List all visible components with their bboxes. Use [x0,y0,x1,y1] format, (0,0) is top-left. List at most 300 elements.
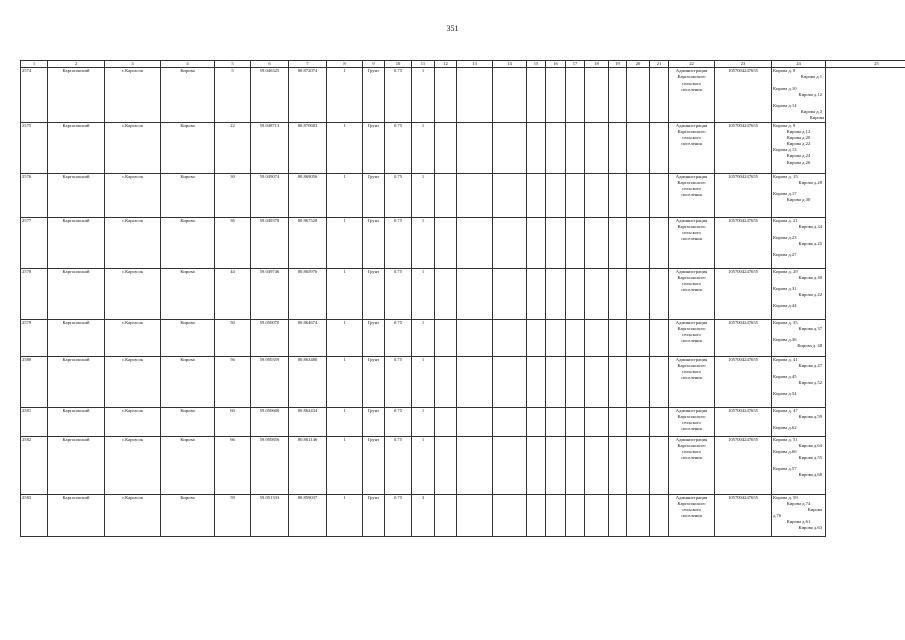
lat-cell: 59.049074 [251,173,289,217]
empty-cell [457,173,493,217]
addresses-cell [772,356,826,407]
header-col-22: 22 [669,61,715,68]
lon-cell: 80.867528 [289,217,327,268]
empty-cell [566,407,585,436]
empty-cell [627,268,650,319]
surface-cell: Грунт [363,436,385,494]
empty-cell [546,319,566,356]
organization-line: поселения [681,513,702,519]
address-line: Кирова д.54 [773,391,797,397]
empty-cell [609,356,627,407]
organization-cell [669,68,715,122]
organization-line: Каргасокского [677,413,706,419]
organization-line: Администрация [675,173,708,179]
empty-cell [527,173,546,217]
header-col-21: 21 [650,61,669,68]
empty-cell [546,122,566,173]
address-line: д.76 [773,513,782,519]
street-cell: Кирова [161,173,215,217]
organization-cell [669,407,715,436]
empty-cell [435,173,457,217]
empty-cell [435,122,457,173]
organization-line: сельского [682,506,701,512]
address-line: Кирова д.63 [798,525,822,531]
header-col-4: 4 [161,61,215,68]
empty-cell [585,122,609,173]
cnt2-cell: 1 [412,217,435,268]
empty-cell [435,268,457,319]
house-cell: 5 [215,68,251,122]
surface-cell: Грунт [363,68,385,122]
table-row [21,494,905,536]
address-line: Кирова д.61 [786,519,811,525]
organization-line: Каргасокского [677,223,706,229]
place-cell: с.Каргасок [105,407,161,436]
addresses-cell [772,122,826,173]
empty-cell [585,268,609,319]
lat-cell: 59.049746 [251,268,289,319]
lat-cell: 59.050070 [251,319,289,356]
empty-cell [566,217,585,268]
header-col-20: 20 [627,61,650,68]
header-col-10: 10 [385,61,412,68]
address-line: Кирова д.42 [798,292,822,298]
ogrn-cell: 1057004247655 [715,407,772,436]
empty-cell [609,268,627,319]
address-line: Кирова д.12 [786,128,811,134]
empty-cell [650,268,669,319]
organization-cell [669,436,715,494]
area-cell: 0.75 [385,217,412,268]
surface-cell: Грунт [363,407,385,436]
empty-cell [566,319,585,356]
count-cell: 1 [327,494,363,536]
district-cell: Каргасокский [48,173,105,217]
empty-cell [527,407,546,436]
organization-line: поселения [681,86,702,92]
empty-cell [585,356,609,407]
organization-cell [669,494,715,536]
empty-cell [493,319,527,356]
empty-cell [650,436,669,494]
lat-cell: 59.048713 [251,122,289,173]
address-line: Кирова [809,115,824,121]
empty-cell [585,68,609,122]
empty-cell [627,173,650,217]
row-id: 2582 [21,436,48,494]
place-cell: с.Каргасок [105,122,161,173]
empty-cell [650,217,669,268]
cnt2-cell: 3 [412,494,435,536]
empty-cell [546,68,566,122]
place-cell: с.Каргасок [105,68,161,122]
empty-cell [493,122,527,173]
address-line: Кирова д. 35 [773,319,798,325]
district-cell: Каргасокский [48,268,105,319]
cnt2-cell: 1 [412,268,435,319]
address-line: Кирова д. 59 [773,494,798,500]
header-col-2: 2 [48,61,105,68]
empty-cell [627,494,650,536]
ogrn-cell: 1057004247655 [715,217,772,268]
header-col-23: 23 [715,61,772,68]
header-col-17: 17 [566,61,585,68]
empty-cell [650,356,669,407]
empty-cell [527,217,546,268]
address-line: Кирова д. 15 [773,173,798,179]
address-line: Кирова д.44 [773,303,797,309]
empty-cell [546,436,566,494]
empty-cell [566,173,585,217]
empty-cell [546,173,566,217]
area-cell: 0.75 [385,122,412,173]
organization-line: поселения [681,192,702,198]
lat-cell: 59.051333 [251,494,289,536]
place-cell: с.Каргасок [105,217,161,268]
house-cell: 66 [215,436,251,494]
cnt2-cell: 1 [412,356,435,407]
organization-line: сельского [682,229,701,235]
address-line: Кирова д. 48 [797,343,822,349]
district-cell: Каргасокский [48,319,105,356]
lat-cell: 59.049378 [251,217,289,268]
house-cell: 56 [215,356,251,407]
row-id: 2574 [21,68,48,122]
address-line: Кирова д.74 [786,500,811,506]
organization-line: Администрация [675,494,708,500]
count-cell: 1 [327,217,363,268]
address-line: Кирова д.55 [798,455,822,461]
empty-cell [566,436,585,494]
empty-cell [435,356,457,407]
organization-line: Каргасокского [677,74,706,80]
surface-cell: Грунт [363,494,385,536]
table-row [21,173,905,217]
row-id: 2576 [21,173,48,217]
district-cell: Каргасокский [48,122,105,173]
count-cell: 1 [327,173,363,217]
organization-line: сельского [682,134,701,140]
empty-cell [585,436,609,494]
count-cell: 1 [327,68,363,122]
empty-cell [435,217,457,268]
address-line: Кирова д.66 [773,448,797,454]
empty-cell [546,356,566,407]
empty-cell [609,173,627,217]
ogrn-cell: 1057004247655 [715,68,772,122]
empty-cell [585,494,609,536]
organization-line: Администрация [675,407,708,413]
addresses-cell [772,268,826,319]
street-cell: Кирова [161,122,215,173]
district-cell: Каргасокский [48,68,105,122]
address-line: Кирова д.57 [773,466,797,472]
organization-line: Каргасокского [677,325,706,331]
district-cell: Каргасокский [48,217,105,268]
address-line: Кирова д.36 [773,336,797,342]
empty-cell [650,68,669,122]
house-cell: 50 [215,319,251,356]
organization-cell [669,217,715,268]
empty-cell [609,407,627,436]
address-line: Кирова д.23 [773,234,797,240]
place-cell: с.Каргасок [105,268,161,319]
empty-cell [457,122,493,173]
organization-line: Каргасокского [677,128,706,134]
organization-line: Администрация [675,268,708,274]
empty-cell [609,494,627,536]
empty-cell [435,436,457,494]
empty-cell [609,436,627,494]
count-cell: 1 [327,436,363,494]
organization-line: сельского [682,448,701,454]
row-id: 2583 [21,494,48,536]
organization-line: поселения [681,236,702,242]
empty-cell [546,217,566,268]
organization-cell [669,122,715,173]
address-line: Кирова д.26 [786,159,811,165]
empty-cell [493,173,527,217]
address-line: Кирова д. 41 [773,356,798,362]
empty-cell [527,319,546,356]
cnt2-cell: 1 [412,122,435,173]
header-col-11: 11 [412,61,435,68]
empty-cell [609,319,627,356]
surface-cell: Грунт [363,173,385,217]
place-cell: с.Каргасок [105,494,161,536]
address-line: Кирова д.13 [773,147,797,153]
table-row [21,356,905,407]
empty-cell [627,436,650,494]
address-line: Кирова д.40 [798,274,822,280]
address-line: Кирова д.59 [798,413,822,419]
address-line: Кирова д.20 [786,134,811,140]
empty-cell [585,319,609,356]
street-cell: Кирова [161,407,215,436]
cnt2-cell: 1 [412,407,435,436]
header-col-12: 12 [435,61,457,68]
empty-cell [493,217,527,268]
lon-cell: 80.864674 [289,319,327,356]
lat-cell: 59.050359 [251,356,289,407]
addresses-cell [772,217,826,268]
table-row [21,68,905,122]
addresses-cell [772,407,826,436]
street-cell: Кирова [161,319,215,356]
count-cell: 1 [327,407,363,436]
cnt2-cell: 1 [412,319,435,356]
header-col-18: 18 [585,61,609,68]
count-cell: 1 [327,122,363,173]
header-col-5: 5 [215,61,251,68]
street-cell: Кирова [161,68,215,122]
organization-line: Администрация [675,319,708,325]
house-cell: 30 [215,173,251,217]
row-id: 2578 [21,268,48,319]
address-line: Кирова д.22 [786,141,811,147]
ogrn-cell: 1057004247655 [715,356,772,407]
organization-line: Администрация [675,122,708,128]
lon-cell: 80.861146 [289,436,327,494]
empty-cell [627,407,650,436]
empty-cell [493,407,527,436]
organization-line: Администрация [675,68,708,74]
ogrn-cell: 1057004247655 [715,319,772,356]
header-col-3: 3 [105,61,161,68]
organization-line: Каргасокского [677,442,706,448]
header-col-19: 19 [609,61,627,68]
organization-line: сельского [682,331,701,337]
empty-cell [457,407,493,436]
header-col-8: 8 [327,61,363,68]
address-line: Кирова д.47 [798,362,822,368]
table-row [21,122,905,173]
address-line: Кирова д.27 [773,252,797,258]
place-cell: с.Каргасок [105,319,161,356]
lon-cell: 80.859037 [289,494,327,536]
lat-cell: 59.050856 [251,436,289,494]
area-cell: 0.75 [385,68,412,122]
empty-cell [527,436,546,494]
organization-line: Каргасокского [677,179,706,185]
empty-cell [546,268,566,319]
empty-cell [435,319,457,356]
empty-cell [435,494,457,536]
organization-line: сельского [682,419,701,425]
empty-cell [527,268,546,319]
area-cell: 0.75 [385,436,412,494]
empty-cell [457,356,493,407]
table-row [21,217,905,268]
empty-cell [650,407,669,436]
empty-cell [493,436,527,494]
street-cell: Кирова [161,217,215,268]
organization-line: поселения [681,426,702,432]
empty-cell [527,356,546,407]
area-cell: 0.75 [385,268,412,319]
empty-cell [457,217,493,268]
place-cell: с.Каргасок [105,436,161,494]
row-id: 2579 [21,319,48,356]
address-line: Кирова д. 21 [773,217,798,223]
header-col-13: 13 [457,61,493,68]
row-id: 2581 [21,407,48,436]
cnt2-cell: 1 [412,173,435,217]
organization-line: Каргасокского [677,362,706,368]
organization-line: Администрация [675,436,708,442]
empty-cell [493,356,527,407]
district-cell: Каргасокский [48,436,105,494]
header-col-25: 25 [826,61,905,68]
street-cell: Кирова [161,436,215,494]
empty-cell [585,217,609,268]
empty-cell [527,68,546,122]
lat-cell: 59.046325 [251,68,289,122]
empty-cell [493,268,527,319]
address-line: Кирова [807,506,822,512]
surface-cell: Грунт [363,356,385,407]
organization-line: сельского [682,80,701,86]
empty-cell [435,407,457,436]
street-cell: Кирова [161,356,215,407]
house-cell: 44 [215,268,251,319]
empty-cell [566,494,585,536]
empty-cell [609,68,627,122]
empty-cell [457,319,493,356]
addresses-cell [772,494,826,536]
lon-cell: 80.865976 [289,268,327,319]
ogrn-cell: 1057004247655 [715,436,772,494]
area-cell: 0.75 [385,407,412,436]
organization-line: поселения [681,455,702,461]
empty-cell [566,356,585,407]
lon-cell: 80.862434 [289,407,327,436]
organization-cell [669,356,715,407]
address-line: Кирова д.62 [773,424,797,430]
house-cell: 59 [215,494,251,536]
register-table [20,60,905,537]
organization-line: сельского [682,185,701,191]
address-line: Кирова д.17 [773,190,797,196]
empty-cell [609,122,627,173]
surface-cell: Грунт [363,319,385,356]
empty-cell [546,494,566,536]
organization-line: поселения [681,338,702,344]
table-row [21,407,905,436]
ogrn-cell: 1057004247655 [715,268,772,319]
addresses-cell [772,319,826,356]
surface-cell: Грунт [363,268,385,319]
addresses-cell [772,436,826,494]
organization-line: сельского [682,280,701,286]
area-cell: 0.75 [385,494,412,536]
ogrn-cell: 1057004247655 [715,122,772,173]
empty-cell [527,122,546,173]
empty-cell [493,494,527,536]
address-line: Кирова д.45 [773,373,797,379]
header-col-24: 24 [772,61,826,68]
count-cell: 1 [327,319,363,356]
addresses-cell [772,68,826,122]
header-col-6: 6 [251,61,289,68]
empty-cell [566,68,585,122]
address-line: Кирова д.30 [786,197,811,203]
empty-cell [457,494,493,536]
place-cell: с.Каргасок [105,173,161,217]
row-id: 2580 [21,356,48,407]
area-cell: 0.75 [385,173,412,217]
table-header-row [21,61,905,68]
lat-cell: 59.050600 [251,407,289,436]
organization-line: поселения [681,287,702,293]
address-line: Кирова д. 9 [773,122,796,128]
empty-cell [609,217,627,268]
address-line: Кирова д. 8 [773,68,796,74]
table-row [21,319,905,356]
address-line: Кирова д.3 [800,109,822,115]
street-cell: Кирова [161,268,215,319]
organization-line: поселения [681,141,702,147]
page-number: 351 [446,24,459,33]
house-cell: 36 [215,217,251,268]
header-col-1: 1 [21,61,48,68]
organization-line: Каргасокского [677,500,706,506]
count-cell: 1 [327,356,363,407]
row-id: 2575 [21,122,48,173]
lon-cell: 80.872074 [289,68,327,122]
organization-line: сельского [682,368,701,374]
address-line: Кирова д.68 [798,472,822,478]
